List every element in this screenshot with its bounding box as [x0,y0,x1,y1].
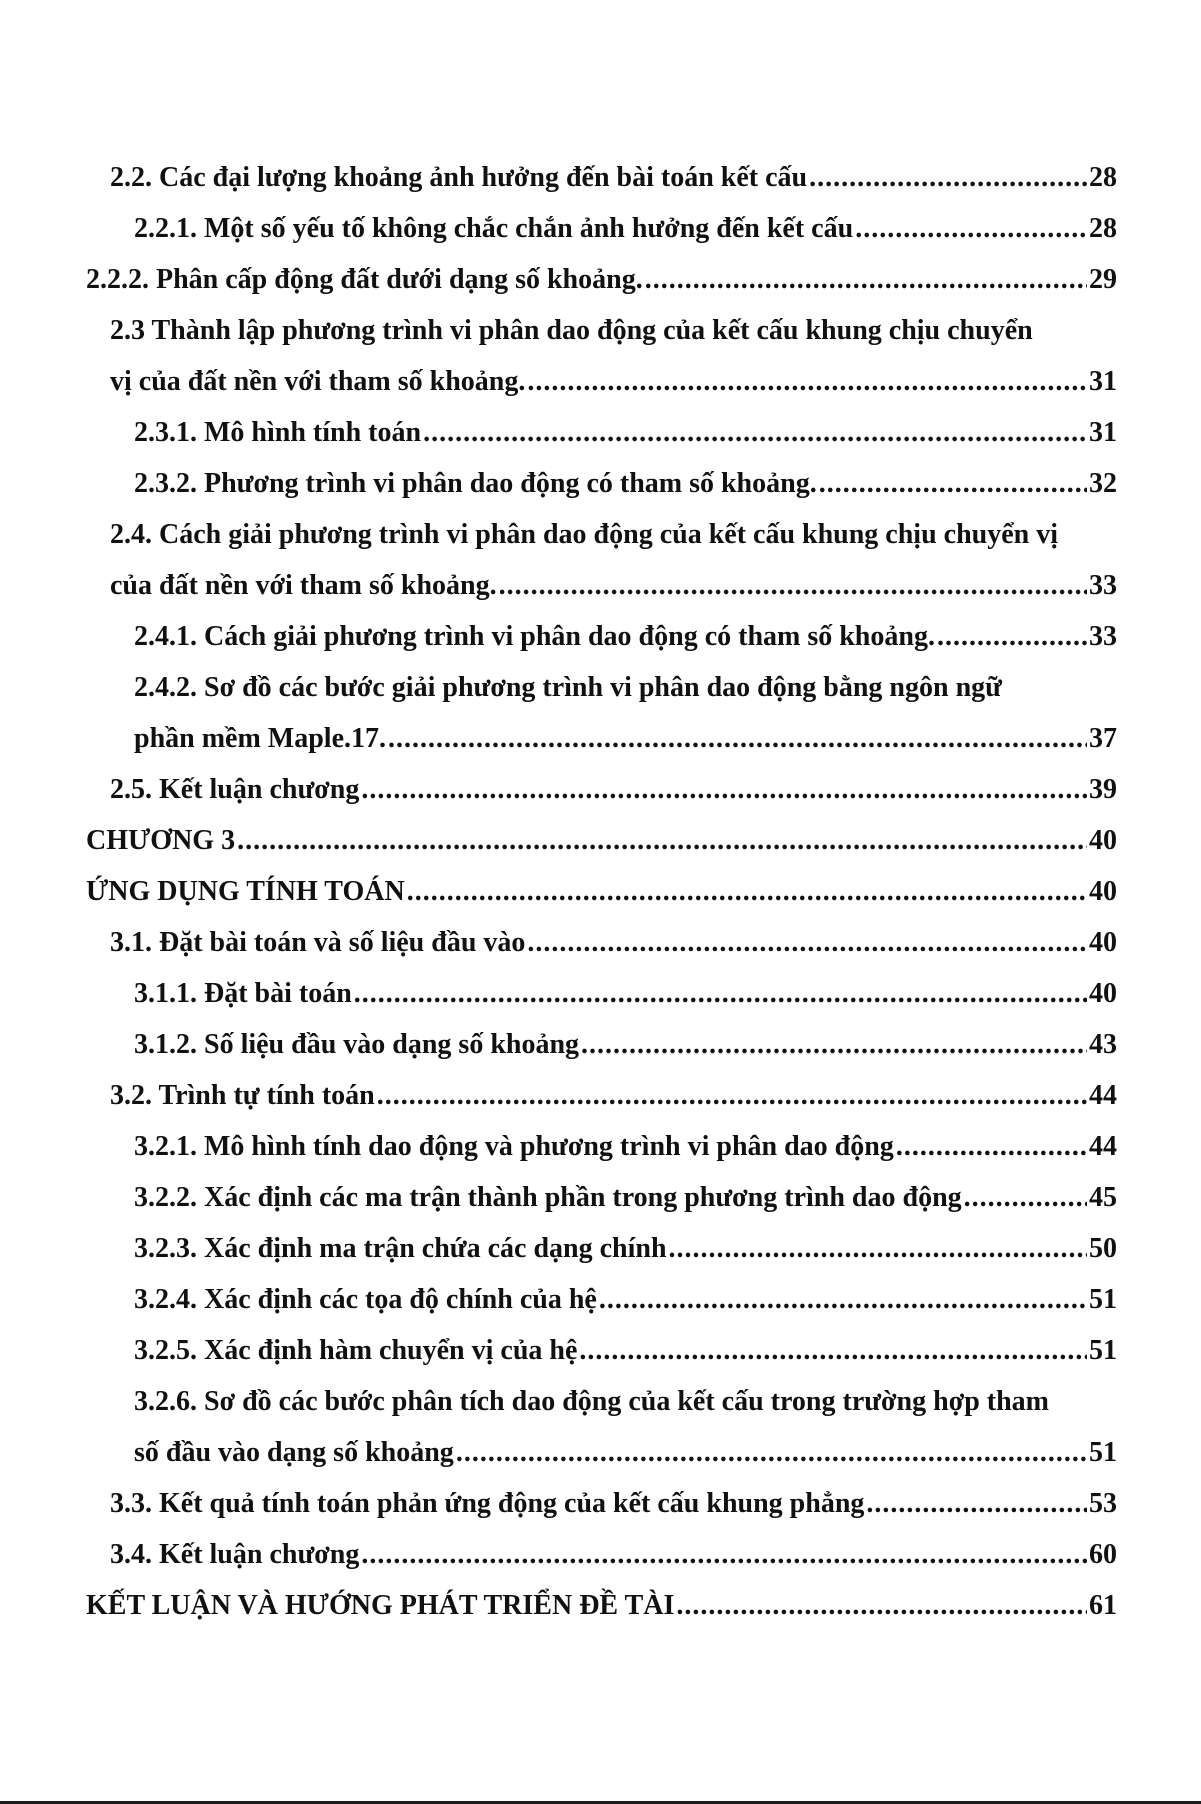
toc-entry-title: 2.3.1. Mô hình tính toán [134,417,422,448]
toc-entry-page: 50 [1089,1233,1117,1264]
toc-entry-page: 40 [1089,825,1117,856]
toc-entry-title: KẾT LUẬN VÀ HƯỚNG PHÁT TRIỂN ĐỀ TÀI [86,1590,675,1621]
toc-entry-page: 40 [1089,978,1117,1009]
toc-dot-leader [964,1182,1087,1214]
toc-entry[interactable] [134,978,1117,1018]
toc-entry-title: 3.2.4. Xác định các tọa độ chính của hệ [134,1284,597,1315]
toc-entry-title: ỨNG DỤNG TÍNH TOÁN [86,876,405,907]
toc-entry[interactable] [134,723,1117,763]
toc-entry-title: 3.2. Trình tự tính toán [110,1080,375,1111]
toc-dot-leader [456,1437,1087,1469]
toc-entry-page: 44 [1089,1131,1117,1162]
toc-dot-leader [669,1233,1087,1265]
toc-entry-title-line1[interactable]: 2.4. Cách giải phương trình vi phân dao động của kết cấu khung chịu chuyển vị [110,519,1059,550]
toc-entry[interactable] [134,1233,1117,1273]
toc-entry-page: 51 [1089,1284,1117,1315]
toc-entry-title: 3.2.2. Xác định các ma trận thành phần trong phương trình dao động [134,1182,962,1213]
toc-dot-leader [527,927,1087,959]
toc-entry-title: của đất nền với tham số khoảng. [110,570,497,601]
toc-entry-title-line1[interactable]: 2.4.2. Sơ đồ các bước giải phương trình vi phân dao động bằng ngôn ngữ [134,672,1002,703]
toc-entry-page: 28 [1089,162,1117,193]
toc-entry-page: 61 [1089,1590,1117,1621]
toc-dot-leader [354,978,1087,1010]
toc-entry-title: 3.1.1. Đặt bài toán [134,978,352,1009]
toc-entry-page: 45 [1089,1182,1117,1213]
toc-entry-title: 2.2.2. Phân cấp động đất dưới dạng số khoảng. [86,264,643,295]
toc-entry[interactable] [134,621,1117,661]
toc-entry-page: 37 [1089,723,1117,754]
toc-entry-title: 3.2.1. Mô hình tính dao động và phương trình vi phân dao động [134,1131,894,1162]
toc-entry[interactable] [110,366,1117,406]
toc-entry-page: 31 [1089,417,1117,448]
toc-entry-page: 33 [1089,570,1117,601]
toc-entry-page: 51 [1089,1437,1117,1468]
toc-entry-page: 40 [1089,927,1117,958]
toc-entry-title: vị của đất nền với tham số khoảng. [110,366,526,397]
toc-entry-title-line1[interactable]: 3.2.6. Sơ đồ các bước phân tích dao động của kết cấu trong trường hợp tham [134,1386,1049,1417]
toc-dot-leader [676,1590,1087,1622]
toc-entry[interactable] [110,1488,1117,1528]
toc-entry[interactable] [86,876,1117,916]
toc-entry-page: 40 [1089,876,1117,907]
toc-entry-page: 28 [1089,213,1117,244]
toc-entry-page: 39 [1089,774,1117,805]
toc-entry[interactable] [134,468,1117,508]
toc-dot-leader [237,825,1087,857]
toc-entry[interactable] [134,213,1117,253]
toc-dot-leader [599,1284,1087,1316]
toc-dot-leader [937,621,1087,653]
toc-entry-page: 51 [1089,1335,1117,1366]
toc-entry-page: 31 [1089,366,1117,397]
toc-entry[interactable] [134,1335,1117,1375]
toc-entry[interactable] [110,774,1117,814]
toc-entry-title: 2.2.1. Một số yếu tố không chắc chắn ảnh hưởng đến kết cấu [134,213,854,244]
toc-entry[interactable] [134,1029,1117,1069]
toc-entry[interactable] [110,162,1117,202]
toc-dot-leader [579,1335,1087,1367]
toc-entry-page: 32 [1089,468,1117,499]
toc-entry-title-line1[interactable]: 2.3 Thành lập phương trình vi phân dao động của kết cấu khung chịu chuyển [110,315,1033,346]
toc-entry[interactable] [134,1182,1117,1222]
toc-entry-title: 3.1.2. Số liệu đầu vào dạng số khoảng [134,1029,580,1060]
toc-entry-title: CHƯƠNG 3 [86,825,236,856]
toc-dot-leader [855,213,1087,245]
toc-entry[interactable] [134,1131,1117,1171]
toc-entry[interactable] [110,570,1117,610]
toc-entry-page: 33 [1089,621,1117,652]
toc-dot-leader [809,162,1087,194]
toc-dot-leader [896,1131,1087,1163]
toc-dot-leader [527,366,1087,398]
toc-entry-title: 2.5. Kết luận chương [110,774,360,805]
toc-dot-leader [581,1029,1087,1061]
toc-entry-title: số đầu vào dạng số khoảng [134,1437,454,1468]
toc-entry-title: 2.3.2. Phương trình vi phân dao động có tham số khoảng. [134,468,817,499]
toc-entry-title: phần mềm Maple.17. [134,723,386,754]
toc-entry-title: 3.4. Kết luận chương [110,1539,360,1570]
toc-dot-leader [866,1488,1087,1520]
toc-entry-page: 60 [1089,1539,1117,1570]
toc-dot-leader [407,876,1087,908]
toc-entry-title: 3.2.5. Xác định hàm chuyển vị của hệ [134,1335,578,1366]
toc-dot-leader [819,468,1087,500]
toc-entry-page: 29 [1089,264,1117,295]
toc-dot-leader [361,774,1087,806]
toc-entry[interactable] [86,264,1117,304]
toc-dot-leader [645,264,1087,296]
toc-entry[interactable] [134,1284,1117,1324]
toc-entry-title: 3.3. Kết quả tính toán phản ứng động của kết cấu khung phẳng [110,1488,865,1519]
toc-dot-leader [388,723,1087,755]
toc-entry-page: 43 [1089,1029,1117,1060]
toc-dot-leader [499,570,1087,602]
toc-entry-title: 2.4.1. Cách giải phương trình vi phân dao động có tham số khoảng. [134,621,935,652]
toc-dot-leader [361,1539,1087,1571]
toc-entry-page: 44 [1089,1080,1117,1111]
toc-entry[interactable] [86,1590,1117,1630]
toc-entry-title: 3.2.3. Xác định ma trận chứa các dạng chính [134,1233,667,1264]
toc-entry[interactable] [134,1437,1117,1477]
toc-entry-title: 3.1. Đặt bài toán và số liệu đầu vào [110,927,526,958]
toc-entry[interactable] [134,417,1117,457]
toc-dot-leader [423,417,1087,449]
toc-entry[interactable] [110,927,1117,967]
toc-entry-title: 2.2. Các đại lượng khoảng ảnh hưởng đến bài toán kết cấu [110,162,808,193]
toc-entry[interactable] [86,825,1117,865]
toc-dot-leader [377,1080,1087,1112]
toc-entry-page: 53 [1089,1488,1117,1519]
toc-entry[interactable] [110,1539,1117,1579]
toc-entry[interactable] [110,1080,1117,1120]
